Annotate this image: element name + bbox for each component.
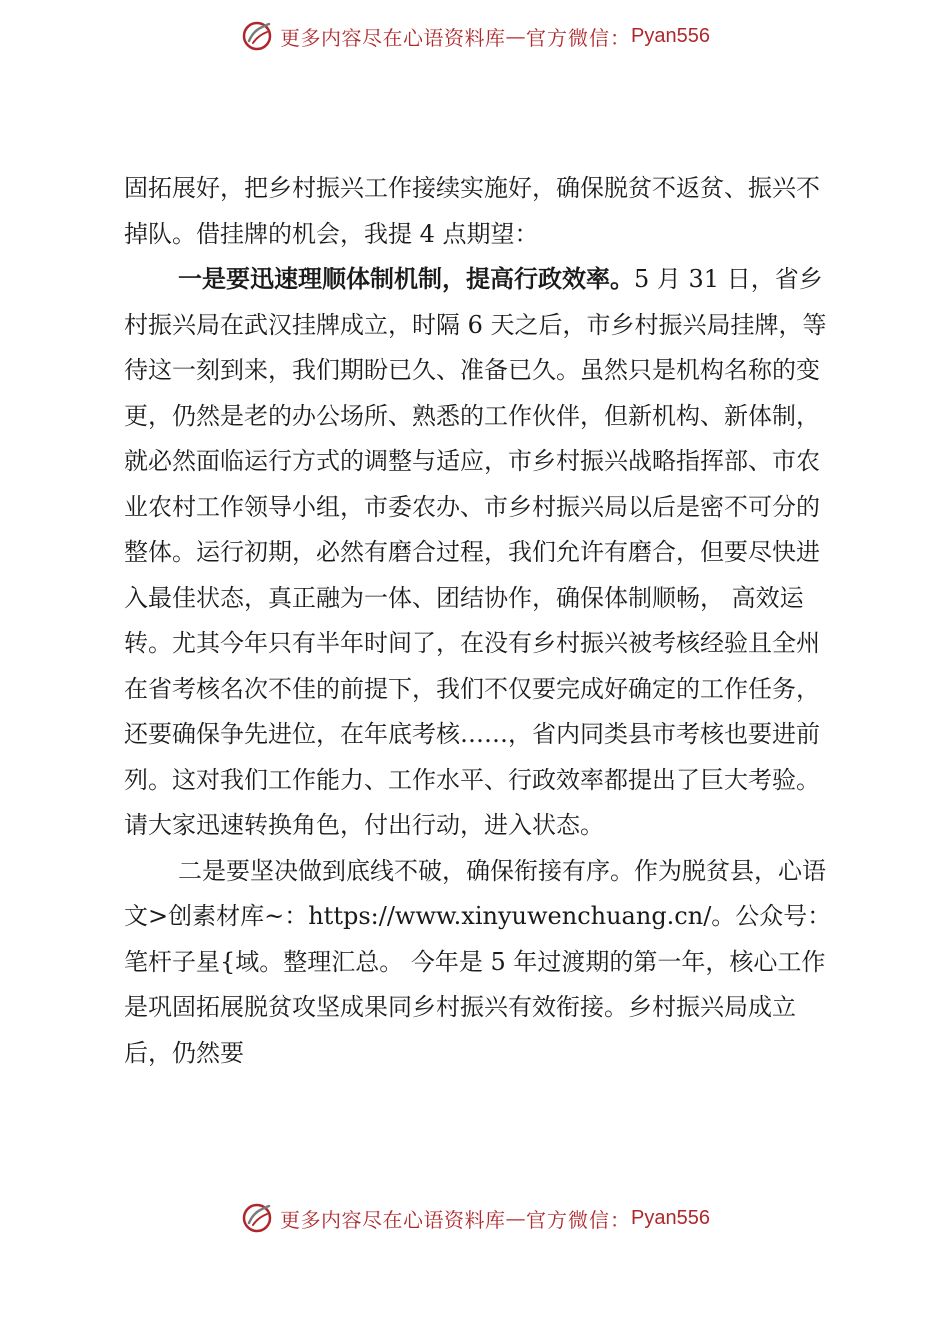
brand-logo-icon (240, 1201, 274, 1235)
footer-brand-text: 更多内容尽在心语资料库 (280, 1207, 506, 1232)
header-wechat-label: 官方微信： (526, 25, 632, 50)
footer-wechat-label: 官方微信： (526, 1207, 632, 1232)
brand-logo-icon (240, 19, 274, 53)
paragraph-2-heading: 一是要迅速理顺体制机制，提高行政效率。 (178, 265, 634, 293)
footer-dash: — (505, 1206, 527, 1230)
header-brand-text: 更多内容尽在心语资料库 (280, 25, 506, 50)
document-body (124, 166, 840, 1076)
header-wechat-id: Pyan556 (631, 24, 710, 47)
header-dash: — (505, 24, 527, 48)
paragraph-2 (124, 257, 840, 849)
header-banner (0, 16, 950, 56)
paragraph-3: 二是要坚决做到底线不破，确保衔接有序。作为脱贫县，心语文>创素材库~：https://www.xinyuwenchuang.cn/。公众号：笔杆子星{域。整理汇总。 今年是 5 年过渡期的第一年，核心工作是巩固拓展脱贫攻坚成果同乡村振兴有效衔接。乡村振兴局成立后，仍然要 (124, 856, 832, 1067)
paragraph-1: 固拓展好，把乡村振兴工作接续实施好，确保脱贫不返贫、振兴不掉队。借挂牌的机会，我提 4 点期望： (124, 174, 820, 248)
footer-banner (0, 1198, 950, 1238)
footer-wechat-id: Pyan556 (631, 1206, 710, 1229)
paragraph-2-text: 5 月 31 日，省乡村振兴局在武汉挂牌成立，时隔 6 天之后，市乡村振兴局挂牌，等待这一刻到来，我们期盼已久、准备已久。虽然只是机构名称的变更，仍然是老的办公场所、熟悉的工作伙伴，但新机构、新体制，就必然面临运行方式的调整与适应，市乡村振兴战略指挥部、市农业农村工作领导小组，市委农办、市乡村振兴局以后是密不可分的整体。运行初期，必然有磨合过程，我们允许有磨合，但要尽快进入最佳状态，真正融为一体、团结协作，确保体制顺畅， 高效运转。尤其今年只有半年时间了，在没有乡村振兴被考核经验且全州在省考核名次不佳的前提下，我们不仅要完成好确定的工作任务，还要确保争先进位，在年底考核……，省内同类县市考核也要进前列。这对我们工作能力、工作水平、行政效率都提出了巨大考验。请大家迅速转换角色，付出行动，进入状态。 (124, 265, 827, 839)
